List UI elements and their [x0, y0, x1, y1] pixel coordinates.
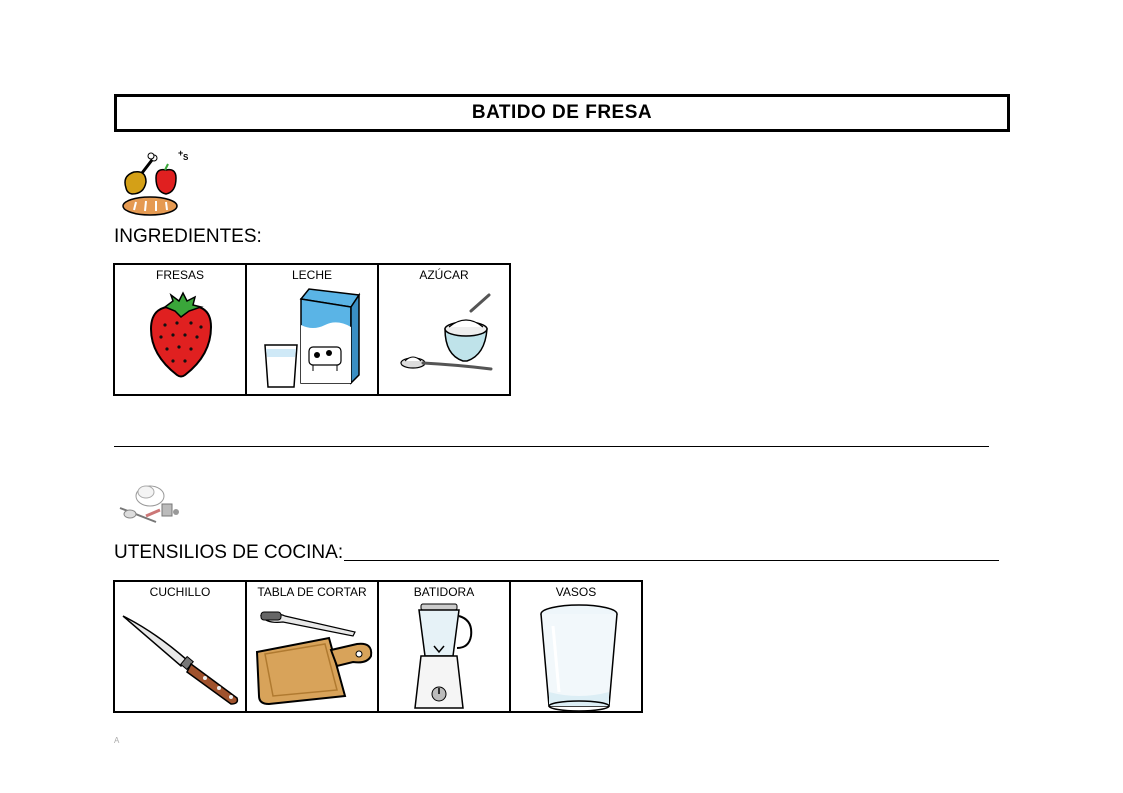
svg-text:+: + — [178, 148, 184, 158]
title-banner — [114, 94, 1010, 132]
utensils-grid — [113, 580, 643, 713]
utensil-card-cuchillo — [115, 582, 247, 711]
glass-icon — [511, 582, 641, 711]
utensil-label: VASOS — [555, 585, 597, 599]
ingredient-card-azucar — [379, 265, 509, 394]
blender-icon — [379, 582, 509, 711]
utensil-card-tabla-de-cortar — [247, 582, 379, 711]
cutting-board-icon — [247, 582, 377, 711]
ingredients-heading: INGREDIENTES: — [114, 226, 262, 247]
knife-icon — [115, 582, 245, 711]
ingredient-label: LECHE — [291, 268, 332, 282]
milk-carton-icon — [247, 265, 377, 394]
utensils-heading: UTENSILIOS DE COCINA: — [114, 542, 344, 563]
writing-line — [344, 560, 999, 561]
utensil-card-batidora — [379, 582, 511, 711]
page-title: BATIDO DE FRESA — [471, 102, 653, 123]
svg-text:S: S — [183, 153, 189, 162]
ingredient-card-fresas — [115, 265, 247, 394]
utensil-card-vasos — [511, 582, 641, 711]
utensil-label: TABLA DE CORTAR — [257, 585, 367, 599]
utensil-label: CUCHILLO — [149, 585, 211, 599]
food-group-icon — [118, 148, 196, 218]
footer-mark: A — [114, 736, 120, 745]
sugar-bowl-icon — [379, 265, 509, 394]
kitchen-utensils-icon — [116, 482, 186, 528]
writing-line — [114, 446, 989, 447]
ingredient-label: FRESAS — [155, 268, 204, 282]
ingredient-card-leche — [247, 265, 379, 394]
ingredients-grid — [113, 263, 511, 396]
strawberry-icon — [115, 265, 245, 394]
utensil-label: BATIDORA — [413, 585, 475, 599]
ingredient-label: AZÚCAR — [419, 268, 469, 282]
